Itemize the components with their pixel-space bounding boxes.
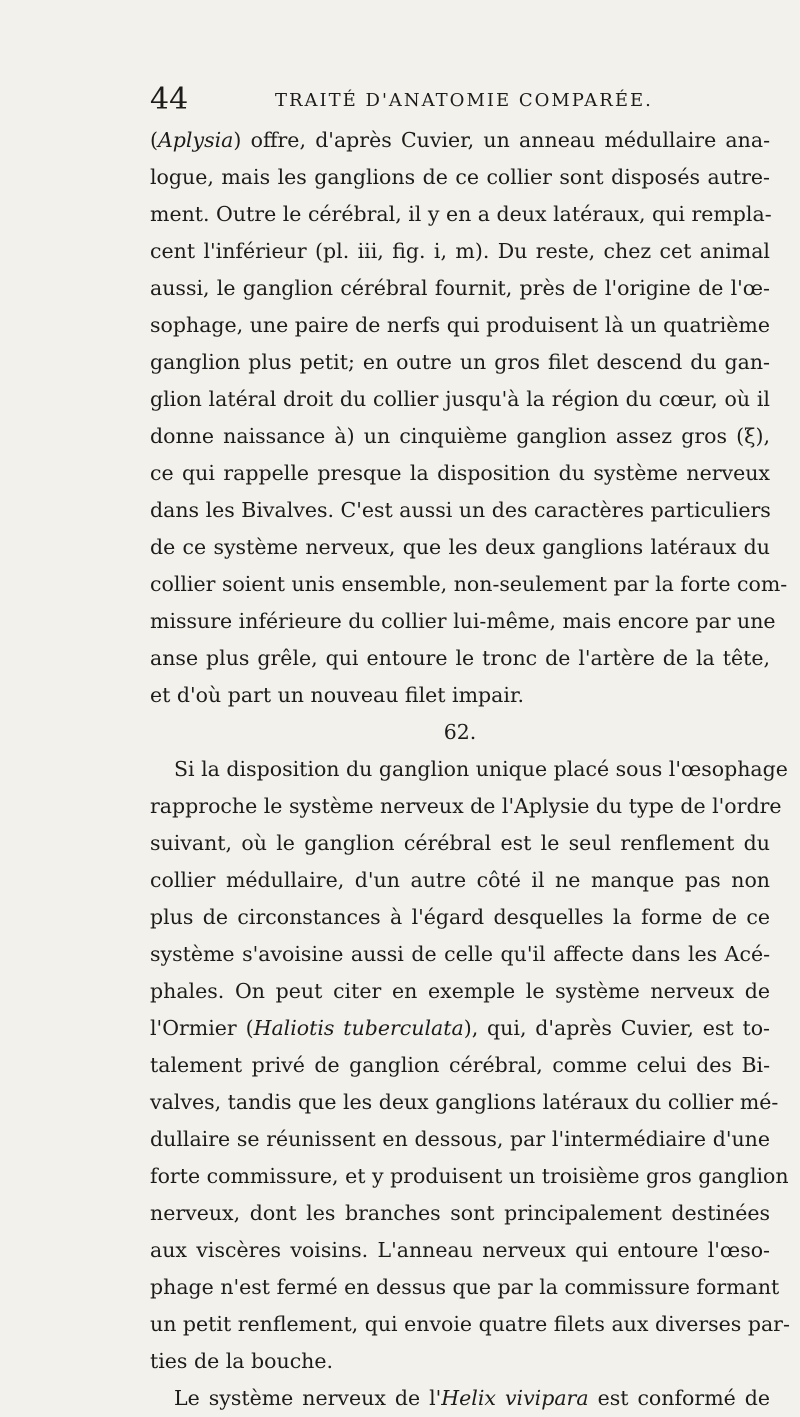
text-line <box>150 233 770 270</box>
text-line <box>150 455 770 492</box>
text-segment: suivant, où le ganglion cérébral est le seul renflement du <box>150 831 770 855</box>
text-line <box>150 492 770 529</box>
text-segment: collier soient unis ensemble, non-seulement par la forte com- <box>150 572 788 596</box>
text-segment: donne naissance à) un cinquième ganglion assez gros (ξ), <box>150 424 770 448</box>
text-line <box>150 899 770 936</box>
text-segment: ties de la bouche. <box>150 1349 334 1373</box>
text-line <box>150 381 770 418</box>
text-line <box>150 1232 770 1269</box>
text-segment: plus de circonstances à l'égard desquelles la forme de ce <box>150 905 770 929</box>
text-line <box>150 122 770 159</box>
text-segment: valves, tandis que les deux ganglions latéraux du collier mé- <box>150 1090 779 1114</box>
text-segment: dans les Bivalves. C'est aussi un des caractères particuliers <box>150 498 771 522</box>
text-segment: cent l'inférieur (pl. iii, fig. i, m). Du reste, chez cet animal <box>150 239 770 263</box>
text-segment: de ce système nerveux, que les deux ganglions latéraux du <box>150 535 770 559</box>
text-line <box>150 603 776 640</box>
text-line <box>150 1121 770 1158</box>
text-segment: aussi, le ganglion cérébral fournit, près de l'origine de l'œ- <box>150 276 770 300</box>
text-segment: missure inférieure du collier lui-même, mais encore par une <box>150 609 776 633</box>
text-line <box>150 936 770 973</box>
body-text <box>150 122 790 1417</box>
text-line <box>150 1195 770 1232</box>
text-segment: talement privé de ganglion cérébral, comme celui des Bi- <box>150 1053 770 1077</box>
text-line <box>150 751 788 788</box>
text-line <box>150 1047 770 1084</box>
text-line <box>150 825 770 862</box>
text-line <box>150 1343 770 1380</box>
text-line <box>150 418 770 455</box>
page-number: 44 <box>150 82 189 117</box>
text-segment: est conformé de <box>588 1386 770 1410</box>
text-segment: Le système nerveux de l' <box>174 1386 442 1410</box>
text-line <box>150 677 770 714</box>
text-line <box>150 1084 779 1121</box>
text-segment: l'Ormier ( <box>150 1016 254 1040</box>
text-line <box>150 973 770 1010</box>
text-segment: ce qui rappelle presque la disposition du système nerveux <box>150 461 770 485</box>
text-segment: anse plus grêle, qui entoure le tronc de l'artère de la tête, <box>150 646 770 670</box>
text-segment: ganglion plus petit; en outre un gros filet descend du gan- <box>150 350 770 374</box>
text-segment: logue, mais les ganglions de ce collier sont disposés autre- <box>150 165 770 189</box>
text-line <box>150 1269 780 1306</box>
text-line <box>150 159 770 196</box>
text-segment: un petit renflement, qui envoie quatre filets aux diverses par- <box>150 1312 790 1336</box>
text-segment: ( <box>150 128 158 152</box>
section-number: 62. <box>443 720 477 744</box>
text-line <box>150 270 770 307</box>
text-segment: glion latéral droit du collier jusqu'à la région du cœur, où il <box>150 387 770 411</box>
text-segment: collier médullaire, d'un autre côté il ne manque pas non <box>150 868 770 892</box>
text-line <box>150 344 770 381</box>
text-segment: aux viscères voisins. L'anneau nerveux qui entoure l'œso- <box>150 1238 770 1262</box>
text-line <box>150 640 770 677</box>
text-segment: nerveux, dont les branches sont principalement destinées <box>150 1201 770 1225</box>
text-segment: Si la disposition du ganglion unique placé sous l'œsophage <box>174 757 788 781</box>
text-line <box>150 1380 770 1417</box>
text-line <box>150 196 770 233</box>
text-segment: phage n'est fermé en dessus que par la commissure formant <box>150 1275 780 1299</box>
page-header <box>150 80 760 120</box>
text-segment: et d'où part un nouveau filet impair. <box>150 683 525 707</box>
text-segment: sophage, une paire de nerfs qui produisent là un quatrième <box>150 313 770 337</box>
text-segment: ) offre, d'après Cuvier, un anneau médullaire ana- <box>233 128 770 152</box>
text-line <box>150 529 770 566</box>
text-line <box>150 1158 789 1195</box>
text-segment: ), qui, d'après Cuvier, est to- <box>463 1016 770 1040</box>
text-line <box>150 862 770 899</box>
text-line <box>150 566 788 603</box>
text-line <box>150 307 770 344</box>
text-line <box>150 1010 770 1047</box>
italic-term: Helix vivipara <box>441 1386 589 1410</box>
running-title: TRAITÉ D'ANATOMIE COMPARÉE. <box>275 90 653 111</box>
italic-term: Aplysia <box>158 128 234 152</box>
text-segment: forte commissure, et y produisent un troisième gros ganglion <box>150 1164 789 1188</box>
text-segment: phales. On peut citer en exemple le système nerveux de <box>150 979 770 1003</box>
italic-term: Haliotis tuberculata <box>253 1016 464 1040</box>
text-segment: dullaire se réunissent en dessous, par l'intermédiaire d'une <box>150 1127 770 1151</box>
text-line <box>150 1306 790 1343</box>
text-segment: ment. Outre le cérébral, il y en a deux latéraux, qui rempla- <box>150 202 772 226</box>
text-line <box>150 788 782 825</box>
text-segment: système s'avoisine aussi de celle qu'il affecte dans les Acé- <box>150 942 770 966</box>
text-segment: rapproche le système nerveux de l'Aplysie du type de l'ordre <box>150 794 782 818</box>
